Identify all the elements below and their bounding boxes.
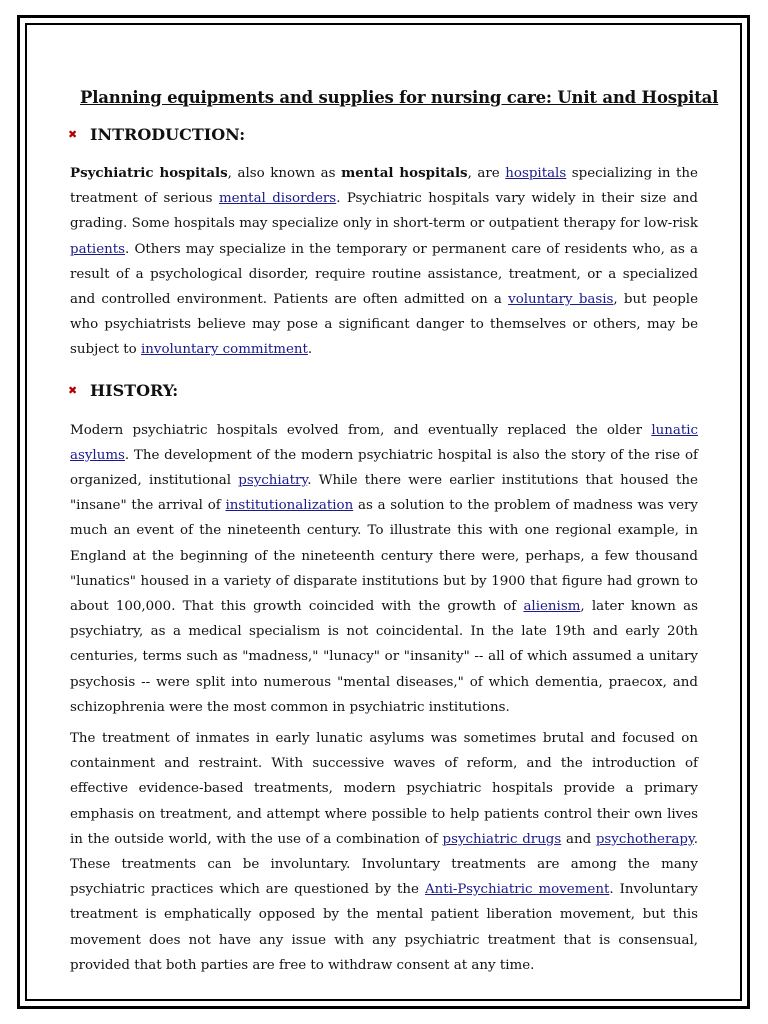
- link-alienism[interactable]: alienism: [523, 599, 581, 615]
- term-mental-hospitals: mental hospitals: [341, 165, 468, 181]
- text-run: . While there were earlier institutions that housed the "insane" the arrival of: [70, 473, 698, 514]
- text-run: Modern psychiatric hospitals evolved from, and eventually replaced the older: [70, 422, 652, 438]
- history-heading: HISTORY:: [90, 380, 179, 400]
- document-title: Planning equipments and supplies for nursing care: Unit and Hospital: [80, 88, 719, 107]
- text-run: The treatment of inmates in early lunatic asylums was sometimes brutal and focused on containment and restraint. With successive waves of reform, and the introduction of effective evidence-based treatments, modern psychiatric hospitals provide a primary emphasis on treatment, and attempt where possible to help patients control their own lives in the outside world, with the use of a combination of: [70, 731, 698, 847]
- section-introduction: [70, 125, 698, 144]
- link-psychiatry[interactable]: psychiatry: [238, 473, 308, 489]
- text-run: . These treatments can be involuntary. Involuntary treatments are among the many psychiatric practices which are questioned by the: [70, 831, 698, 898]
- text-run: .: [307, 342, 313, 358]
- link-involuntary-commitment[interactable]: involuntary commitment: [140, 342, 308, 358]
- text-run: specializing in the treatment of serious: [70, 166, 698, 207]
- term-psychiatric-hospitals: Psychiatric hospitals: [70, 165, 228, 181]
- link-institutionalization[interactable]: institutionalization: [225, 498, 354, 514]
- link-anti-psychiatric-movement[interactable]: Anti-Psychiatric movement: [424, 882, 610, 898]
- text-run: , also known as: [227, 166, 342, 181]
- text-run: . The development of the modern psychiatric hospital is also the story of the rise of organized, institutional: [70, 447, 698, 489]
- link-hospitals[interactable]: hospitals: [505, 166, 567, 181]
- link-psychiatric-drugs[interactable]: psychiatric drugs: [442, 831, 562, 847]
- section-history: [70, 381, 698, 400]
- text-run: . Others may specialize in the temporary or permanent care of residents who, as a result of a psychological disorder, require routine assistance, treatment, or a specialized and controlled environment. Patients are often admitted on a: [70, 241, 698, 308]
- introduction-heading: INTRODUCTION:: [90, 125, 246, 144]
- text-run: , but people who psychiatrists believe may pose a significant danger to themselves or others, may be subject to: [70, 292, 698, 358]
- history-paragraph-1: [70, 418, 698, 720]
- link-lunatic-asylums[interactable]: lunatic asylums: [70, 422, 698, 463]
- text-run: , are: [467, 166, 506, 181]
- history-paragraph-2: [70, 726, 698, 978]
- text-run: . Psychiatric hospitals vary widely in their size and grading. Some hospitals may specialize only in short-term or outpatient therapy for low-risk: [70, 191, 698, 232]
- link-mental-disorders[interactable]: mental disorders: [218, 191, 337, 207]
- text-run: as a solution to the problem of madness was very much an event of the nineteenth century. To illustrate this with one regional example, in England at the beginning of the nineteenth century there were, perhaps, a few thousand "lunatics" housed in a variety of disparate institutions but by 1900 that figure had grown to about 100,000. That this growth coincided with the growth of: [70, 498, 698, 615]
- link-patients[interactable]: patients: [70, 241, 126, 257]
- bullet-x-icon: ✖: [68, 128, 78, 141]
- link-voluntary-basis[interactable]: voluntary basis: [508, 292, 614, 308]
- text-run: and: [561, 831, 596, 847]
- introduction-paragraph: [70, 161, 698, 363]
- link-psychotherapy[interactable]: psychotherapy: [595, 831, 694, 847]
- document-body: [68, 88, 719, 978]
- bullet-x-icon: ✖: [68, 383, 78, 397]
- text-run: . Involuntary treatment is emphatically opposed by the mental patient liberation movement, but this movement does not have any issue with any psychiatric treatment that is consensual, provided that both parties are free to withdraw consent at any time.: [70, 882, 698, 973]
- text-run: , later known as psychiatry, as a medical specialism is not coincidental. In the late 19th and early 20th centuries, terms such as "madness," "lunacy" or "insanity" -- all of which assumed a unitary psychosis -- were split into numerous "mental diseases," of which dementia, praecox, and schizophrenia were the most common in psychiatric institutions.: [70, 599, 698, 715]
